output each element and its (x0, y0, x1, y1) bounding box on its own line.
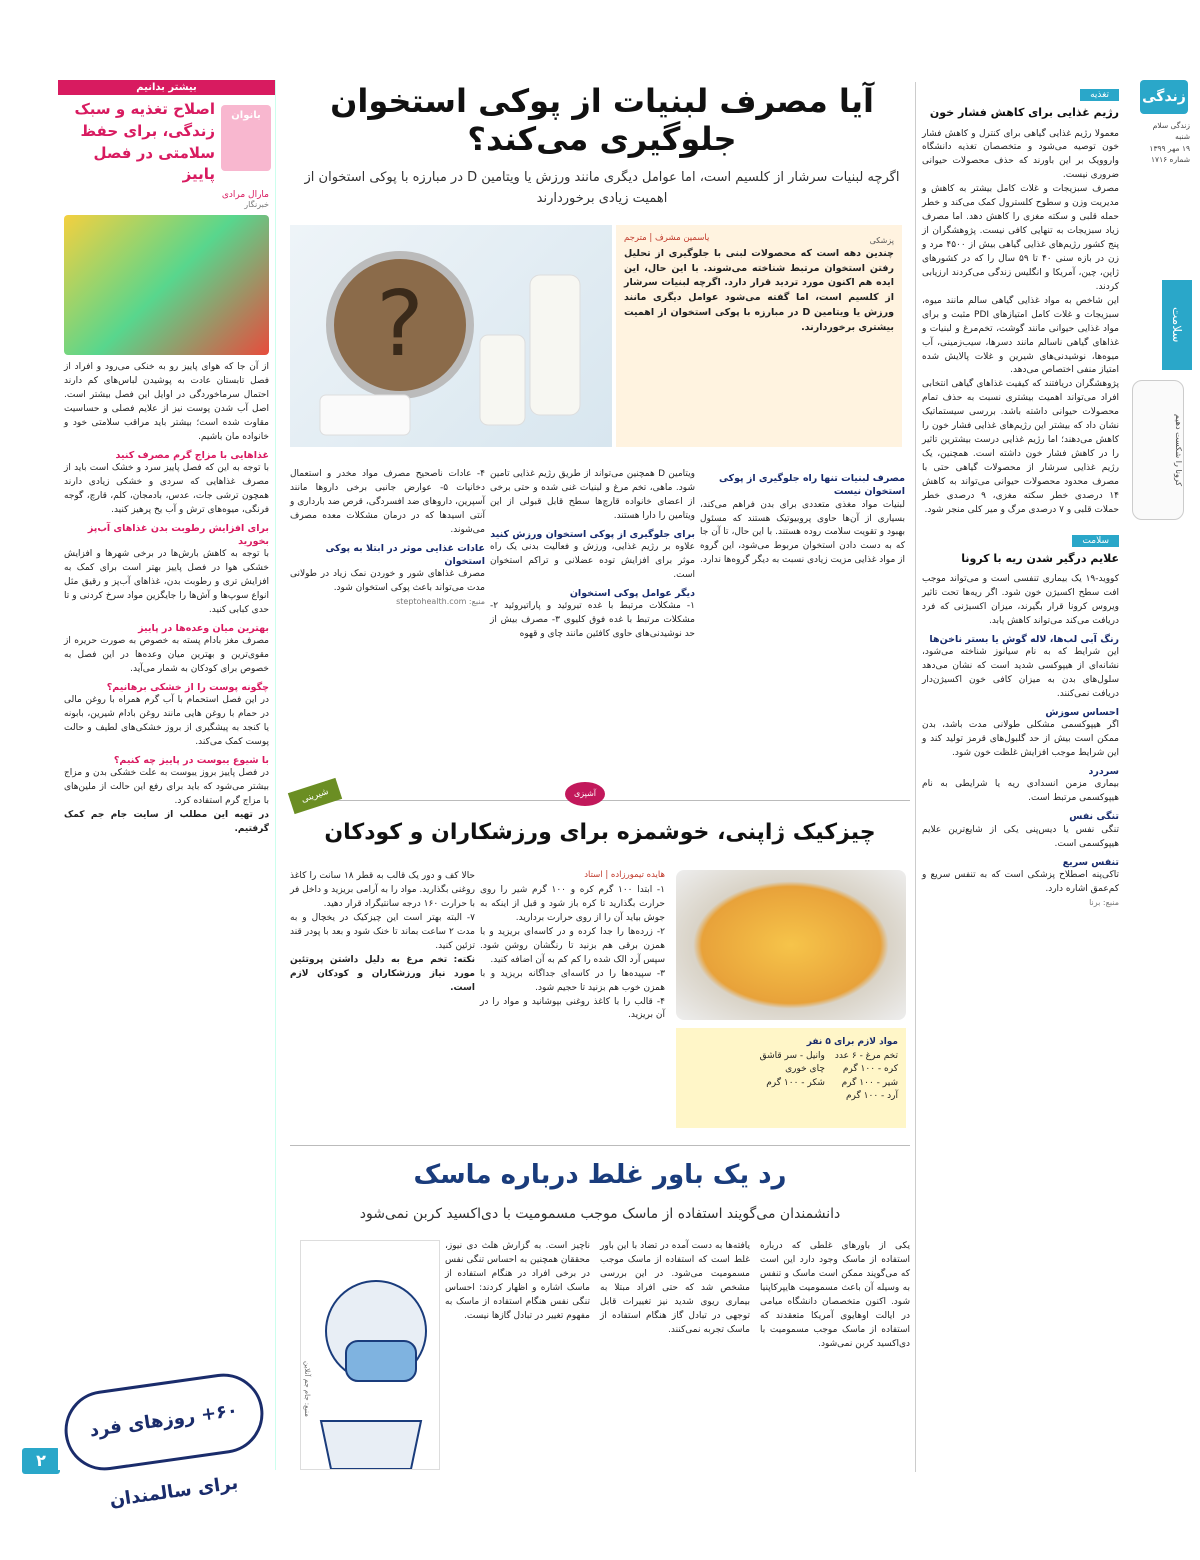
kicker: سلامت (1072, 535, 1119, 547)
right-column (915, 82, 1125, 1472)
subheading: بهترین میان وعده‌ها در پاییز (138, 622, 269, 634)
meta-line: شنبه (1175, 132, 1190, 142)
step: ۴- قالب را با کاغذ روغنی بپوشانید و مواد را در آن بریزید. (480, 996, 665, 1021)
paragraph: در فصل پاییز بروز یبوست به علت خشکی بدن و مزاج بیشتر می‌شود که باید برای رفع این حالت از ملین‌های با مزاج گرم استفاده کرد. (64, 768, 269, 807)
badge-label: بانوان (231, 110, 261, 121)
author-role: خبرنگار (244, 200, 269, 209)
subheading: عادات غذایی موثر در ابتلا به پوکی استخوان (325, 542, 485, 567)
author: مارال مرادی (221, 190, 269, 200)
paragraph: از آن جا که هوای پاییز رو به خنکی می‌رود و افراد از فصل تابستان عادت به پوشیدن لباس‌های کم دارند احتمال سرماخوردگی در اوایل این فصل بیشتر است. اصل آب شدن پوست نیز از علایم فصلی و حساسیت مقاوت شده است؛ بیشتر باید مراقب سلامتی خود و خانواده مان باشیم. (64, 362, 269, 442)
divider (290, 1145, 910, 1146)
page-number: ۲ (22, 1448, 60, 1474)
step: ۲- زرده‌ها را جدا کرده و در کاسه‌ای بریزید و با همزن برقی هم بزنید تا رنگشان روشن شود. سپس آرد الک شده را کم کم به آن اضافه کنید. (480, 926, 665, 965)
mask-headline: رد یک باور غلط درباره ماسک (413, 1160, 787, 1190)
ingredient: وانیل - سر قاشق (759, 1050, 825, 1061)
paragraph: یکی از باورهای غلطی که درباره استفاده از ماسک وجود دارد این است که می‌گویند ممکن است ماسک و تنفس به وسیله آن باعث مسمومیت هایپرکاپنیا شود. اکنون متخصصان دانشگاه میامی در ایالت اوهایوی آمریکا متعقدند که استفاده از ماسک موجب مسمومیت با دی‌اکسید کربن نمی‌شود. (760, 1241, 910, 1349)
svg-text:?: ? (376, 272, 424, 377)
subheading: غذاهایی با مزاج گرم مصرف کنید (115, 449, 269, 461)
paragraph: تنگی نفس یا دیس‌پنی یکی از شایع‌ترین علایم هیپوکسمی است. (922, 824, 1119, 849)
step: حالا کف و دور یک قالب به قطر ۱۸ سانت را کاغذ روغنی بگذارید. مواد را به آرامی بریزید و داخل فر با حرارت ۱۶۰ درجه سانتیگراد قرار دهید. (290, 871, 475, 909)
ingredients-title: مواد لازم برای ۵ نفر (806, 1037, 898, 1047)
milk-bottles-illustration (290, 225, 612, 447)
recipe-col-2 (290, 870, 475, 995)
paragraph: ۱- مشکلات مرتبط با غده تیروئید و پاراتیروئید ۲- مشکلات مرتبط با غده فوق کلیوی ۳- مصرف بیش از حد نوشیدنی‌های حاوی کافئین مانند چای و قهوه (490, 601, 695, 640)
mask-face-illustration (300, 1240, 440, 1470)
mask-illustration: کرونا را شکست دهیم (1132, 380, 1184, 520)
paragraph: مصرف غذاهای شور و خوردن نمک زیاد در طولانی مدت می‌تواند باعث پوکی استخوان شود. (290, 569, 485, 594)
main-col-2 (490, 468, 695, 768)
intro-box (616, 225, 902, 447)
mask-col-1 (760, 1240, 910, 1352)
logo: زندگی (1140, 80, 1188, 114)
column-header: بیشتر بدانیم (58, 80, 275, 95)
main-headline: آیا مصرف لبنیات از پوکی استخوان جلوگیری می‌کند؟ (330, 82, 874, 159)
article-title: علایم درگیر شدن ریه با کرونا (961, 551, 1119, 565)
main-col-3 (290, 468, 485, 768)
paragraph: با توجه به کاهش بارش‌ها در برخی شهرها و افزایش خشکی هوا در فصل پاییز بهتر است برای کمک به افزایش تری و رطوبت بدن، غذاهای آب‌پز و رقیق مثل انواع سوپ‌ها و آش‌ها را جایگزین مواد سرخ کردنی و تا حدی کبابی کنید. (64, 549, 269, 616)
ingredient: شیر - ۱۰۰ گرم (841, 1077, 898, 1088)
paragraph: معمولا رژیم غذایی گیاهی برای کنترل و کاهش فشار خون توصیه می‌شود و متخصصان تغذیه دانشگاه واروویک بر این باورند که حذف محصولات حیوانی ضروری نیست. (922, 128, 1119, 181)
paragraph: لبنیات مواد مغذی متعددی برای بدن فراهم می‌کند، بسیاری از آن‌ها حاوی پروبیوتیک هستند که مسئول بهبود و تقویت سلامت روده هستند. با این حال، تا آن جا که به دست دادن استخوان مربوط می‌شود، این گروه از مواد غذایی مزیت زیادی نسبت به دیگر گروه‌ها ندارد. (700, 499, 905, 566)
subheading: دیگر عوامل پوکی استخوان (569, 587, 695, 599)
paragraph: این شاخص به مواد غذایی گیاهی سالم مانند میوه، سبزیجات و غلات کامل امتیازهای PDI مثبت و برای مواد غذایی حیوانی مانند گوشت، تخم‌مرغ و لبنیات و غذاهای گیاهی ناسالم مانند دسرها، سیب‌زمینی، آب میوه‌ها، نوشیدنی‌های شیرین و غلات پالایش شده امتیاز منفی اختصاص می‌دهد. (922, 295, 1119, 376)
corner-label: شیرینی (288, 778, 342, 814)
masthead (1136, 80, 1192, 487)
women-badge (221, 105, 271, 171)
recipe-title: چیزکیک ژاپنی، خوشمزه برای ورزشکاران و کودکان (324, 820, 876, 845)
paragraph: ویتامین D همچنین می‌تواند از طریق رژیم غذایی تامین شود. ماهی، تخم مرغ و لبنیات غنی شده و حتی برخی از اعضای خانواده قارچ‌ها سطح قابل قبولی از این ویتامین را دارا هستند. (490, 469, 695, 521)
paragraph: این شرایط که به نام سیانوز شناخته می‌شود، نشانه‌ای از هیپوکسی شدید است که نشان می‌دهد سلول‌های بدن به میزان کافی خون اکسیژن‌دار دریافت نمی‌کنند. (922, 647, 1119, 700)
title-text: اصلاح تغذیه و سبک زندگی، برای حفظ سلامتی در فصل پاییز (74, 100, 215, 184)
paragraph: در این فصل استحمام با آب گرم همراه با روغن مالی در حمام با روغن هایی مانند روغن بادام شیرین، بابونه یا کنجد به پیشگیری از بروز خشکی‌های لطیف و حالت پوست کمک می‌کند. (64, 695, 269, 748)
paragraph: کووید-۱۹ یک بیماری تنفسی است و می‌تواند موجب افت سطح اکسیژن خون شود. اگر ریه‌ها تحت تاثیر ویروس کرونا قرار بگیرند، میزان اکسیژنی که فرد دریافت می‌کند می‌تواند کاهش یابد. (922, 574, 1119, 627)
credit: در تهیه این مطلب از سایت جام جم کمک گرفتیم. (64, 810, 269, 835)
paragraph: پژوهشگران دریافتند که کیفیت غذاهای گیاهی انتخابی افراد می‌تواند اهمیت بیشتری نسبت به حذف تمام محصولات حیوانی داشته باشد. بررسی سیستماتیک نشان داد که بیشتر این رژیم‌های غذایی فشار خون را کاهش می‌دهند؛ اما رژیم غذایی درست بیشترین تاثیر را در کاهش فشار خون داشته است. همچنین، یک رژیم غذایی سرشار از محصولات گیاهی حتی با مصرف محدود محصولات حیوانی می‌تواند به کاهش ۱۴ درصدی خطر سکته مغزی، ۹ درصدی خطر حملات قلبی و ۷ درصدی مرگ و میر کلی منجر شود. (922, 379, 1119, 515)
image-credit: منبع: جام جم آنلاین (303, 1361, 311, 1417)
cheesecake-photo (676, 870, 906, 1020)
mask-col-3 (445, 1240, 590, 1324)
kicker: تغذیه (1080, 89, 1119, 101)
grocery-photo (64, 215, 269, 355)
article-title: رژیم غذایی برای کاهش فشار خون (929, 106, 1119, 119)
column-title (58, 95, 275, 190)
intro-text: چندین دهه است که محصولات لبنی با جلوگیری از تحلیل رفتن استخوان مرتبط شناخته می‌شوند. با این حال، این ایده هم اکنون مورد تردید قرار دارد. اگرچه لبنیات سرشار از کلسیم است، اما گفته می‌شود عوامل دیگری مانند ورزش یا ویتامین D در مبارزه با پوکی استخوان از اهمیت بیشتری برخوردارند. (624, 248, 894, 333)
main-col-1 (700, 468, 905, 768)
byline: هایده تیمورزاده | استاد (584, 870, 665, 880)
seniors-stamp: ۶۰+ روزهای فرد برای سالمندان (59, 1368, 268, 1475)
paragraph: مصرف سبزیجات و غلات کامل بیشتر به کاهش و مدیریت وزن و سطوح کلسترول کمک می‌کند و خطر حمله قلبی و سکته مغزی را کاهش دهد. اما مصرف زیاد سبزیجات به تنهایی کافی نیست. پژوهشگران از پنج کشور رژیم‌های غذایی گیاهی بیش از ۴۵۰۰ مرد و زن در بازه سنی ۴۰ تا ۵۹ سال را که در کشورهای ژاپن، چین، آمریکا و انگلیس زندگی می‌کردند ارزیابی کردند. (922, 184, 1120, 292)
ingredient: چای خوری (785, 1064, 825, 1074)
subheading: چگونه پوست را از خشکی برهانیم؟ (106, 682, 269, 694)
paragraph: مصرف مغز بادام پسته به خصوص به صورت حریره از مقوی‌ترین و بهترین میان وعده‌ها در این فصل به خصوص برای کودکان به شمار می‌آید. (64, 636, 269, 675)
byline: یاسمین مشرف | مترجم (624, 233, 710, 243)
tag: پزشکی (869, 235, 894, 245)
milk-photo (290, 225, 612, 447)
issue-meta (1138, 120, 1190, 165)
paragraph: یافته‌ها به دست آمده در تضاد با این باور غلط است که استفاده از ماسک موجب مسمومیت می‌شود. در این بررسی مشخص شد که حتی افراد مبتلا به بیماری ریوی شدید نیز تغییرات قابل توجهی در تبادل گاز هنگام استفاده از ماسک تجربه نمی‌کنند. (600, 1241, 750, 1335)
paragraph: ۴- عادات ناصحیح مصرف مواد مخدر و استعمال دخانیات ۵- عوارض جانبی برخی داروها مانند آسپرین، داروهای ضد افسردگی، قرص ضد بارداری و آنتی اسیدها که در درمان مشکلات معده مصرف می‌شوند. (290, 469, 485, 535)
recipe-col-1 (480, 870, 665, 1023)
ingredient: کره - ۱۰۰ گرم (842, 1064, 898, 1074)
ingredient: آرد - ۱۰۰ گرم (845, 1091, 898, 1101)
ingredient: تخم مرغ - ۶ عدد (834, 1050, 898, 1061)
paragraph: اگر هیپوکسمی مشکلی طولانی مدت باشد، بدن ممکن است بیش از حد گلبول‌های قرمز تولید کند و این شرایط موجب افزایش غلظت خون شود. (922, 720, 1119, 759)
subheading: با شیوع یبوست در پاییز چه کنیم؟ (113, 755, 269, 767)
source: منبع: برنا (1089, 897, 1119, 907)
section-tab: سلامت (1162, 280, 1192, 370)
ingredients-box (676, 1028, 906, 1128)
meta-line: شماره ۱۷۱۶ (1151, 154, 1190, 164)
subheading: تنگی نفس (1069, 811, 1119, 823)
paragraph: تاکی‌پنه اصطلاح پزشکی است که به تنفس سریع و کم‌عمق اشاره دارد. (922, 869, 1119, 894)
mask-col-2 (600, 1240, 750, 1338)
step: ۳- سپیده‌ها را در کاسه‌ای جداگانه بریزید و با همزن خوب هم بزنید تا حجیم شود. (480, 968, 665, 993)
subheading: مصرف لبنیات تنها راه جلوگیری از پوکی استخوان نیست (718, 473, 905, 498)
paragraph: علاوه بر رژیم غذایی، ورزش و فعالیت بدنی یک راه موثر برای افزایش توده عضلانی و تراکم استخوان است. (490, 542, 695, 580)
subheading: سردرد (1088, 766, 1119, 778)
paragraph: با توجه به این که فصل پاییز سرد و خشک است باید از مصرف غذاهایی که سردی و خشکی زیادی دارند همچون ترشی جات، عدس، بادمجان، کلم، قارچ، گوجه فرنگی، میوه‌های ترش و آب یخ پرهیز کنید. (64, 462, 269, 515)
paragraph: بیماری مزمن انسدادی ریه یا شرایطی به نام هیپوکسمی مرتبط است. (922, 779, 1119, 804)
meta-line: زندگی سلام (1152, 121, 1190, 130)
recipe-tag: آشپزی (565, 782, 605, 806)
source: منبع: steptohealth.com (396, 597, 485, 607)
left-column (58, 80, 276, 1470)
step: ۱- ابتدا ۱۰۰ گرم کره و ۱۰۰ گرم شیر را روی حرارت بگذارید تا کره باز شود و قبل از اینکه به جوش بیاید آن را از روی حرارت بردارید. (480, 885, 665, 923)
lead: اگرچه لبنیات سرشار از کلسیم است، اما عوامل دیگری مانند ورزش یا ویتامین D در مبارزه با پوکی استخوان از اهمیت زیادی برخوردارند (304, 170, 900, 206)
subheading: برای جلوگیری از پوکی استخوان ورزش کنید (490, 528, 695, 540)
note: نکته: تخم مرغ به دلیل داشتن پروتئین مورد نیاز ورزشکاران و کودکان لازم است. (290, 954, 475, 993)
mask-subtitle: دانشمندان می‌گویند استفاده از ماسک موجب مسمومیت با دی‌اکسید کربن نمی‌شود (359, 1206, 841, 1222)
step: ۷- البته بهتر است این چیزکیک در یخچال و به مدت ۲ ساعت بماند تا خنک شود و بعد با پودر قند تزئین کنید. (290, 912, 475, 951)
ingredient: شکر - ۱۰۰ گرم (766, 1077, 825, 1088)
subheading: رنگ آبی لب‌ها، لاله گوش یا بستر ناخن‌ها (929, 634, 1119, 645)
meta-line: ۱۹ مهر ۱۳۹۹ (1149, 143, 1190, 153)
face-mask-drawing (301, 1241, 439, 1469)
paragraph: ناچیز است. به گزارش هلث دی نیوز، محققان همچنین به احساس تنگی نفس در برخی افراد در هنگام استفاده از ماسک اشاره و اظهار کردند: احساس تنگی نفس هنگام استفاده از ماسک به مفهوم تغییر در تبادل گازها نیست. (445, 1241, 590, 1321)
subheading: برای افزایش رطوبت بدن غذاهای آب‌پز بخورید (87, 522, 269, 547)
subheading: تنفس سریع (1062, 856, 1119, 868)
subheading: احساس سوزش (1045, 707, 1119, 719)
